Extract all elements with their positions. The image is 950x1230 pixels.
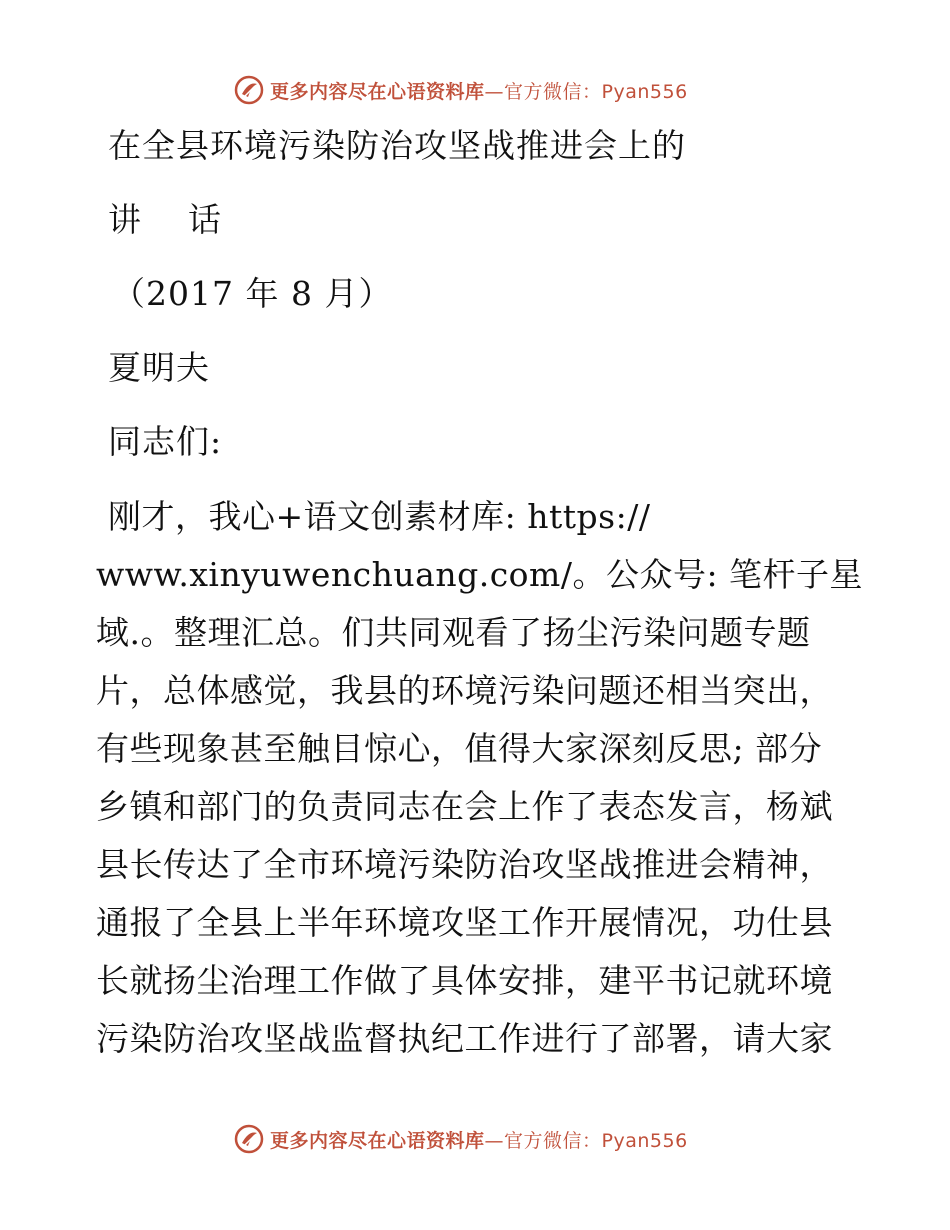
body-line: 刚才，我心+语文创素材库: https:// <box>108 497 651 536</box>
body-line: 乡镇和部门的负责同志在会上作了表态发言，杨斌 <box>96 787 833 826</box>
document-body <box>96 497 864 1077</box>
body-line: 污染防治攻坚战监督执纪工作进行了部署，请大家 <box>96 1019 833 1058</box>
body-line: 域.。整理汇总。们共同观看了扬尘污染问题专题 <box>96 613 811 652</box>
document-date: （2017 年 8 月） <box>112 274 393 313</box>
banner-sub-text: —官方微信：Pyan556 <box>484 1129 688 1152</box>
logo-icon <box>234 1124 264 1154</box>
body-line: 长就扬尘治理工作做了具体安排，建平书记就环境 <box>96 961 833 1000</box>
body-line: www.xinyuwenchuang.com/。公众号: 笔杆子星 <box>96 555 864 594</box>
banner-main-text: 更多内容尽在心语资料库 <box>270 80 485 103</box>
footer-banner <box>234 1122 688 1156</box>
banner-sub-text: —官方微信：Pyan556 <box>484 80 688 103</box>
body-line: 片，总体感觉，我县的环境污染问题还相当突出， <box>96 671 833 710</box>
document-author: 夏明夫 <box>108 348 210 387</box>
body-line: 通报了全县上半年环境攻坚工作开展情况，功仕县 <box>96 903 833 942</box>
body-line: 县长传达了全市环境污染防治攻坚战推进会精神， <box>96 845 833 884</box>
logo-icon <box>234 75 264 105</box>
header-banner <box>234 73 688 107</box>
body-line: 有些现象甚至触目惊心，值得大家深刻反思; 部分 <box>96 729 823 768</box>
document-title-line1: 在全县环境污染防治攻坚战推进会上的 <box>108 126 686 165</box>
document-salutation: 同志们: <box>108 422 223 461</box>
document-title-line2: 讲 话 <box>108 200 222 239</box>
banner-main-text: 更多内容尽在心语资料库 <box>270 1129 485 1152</box>
